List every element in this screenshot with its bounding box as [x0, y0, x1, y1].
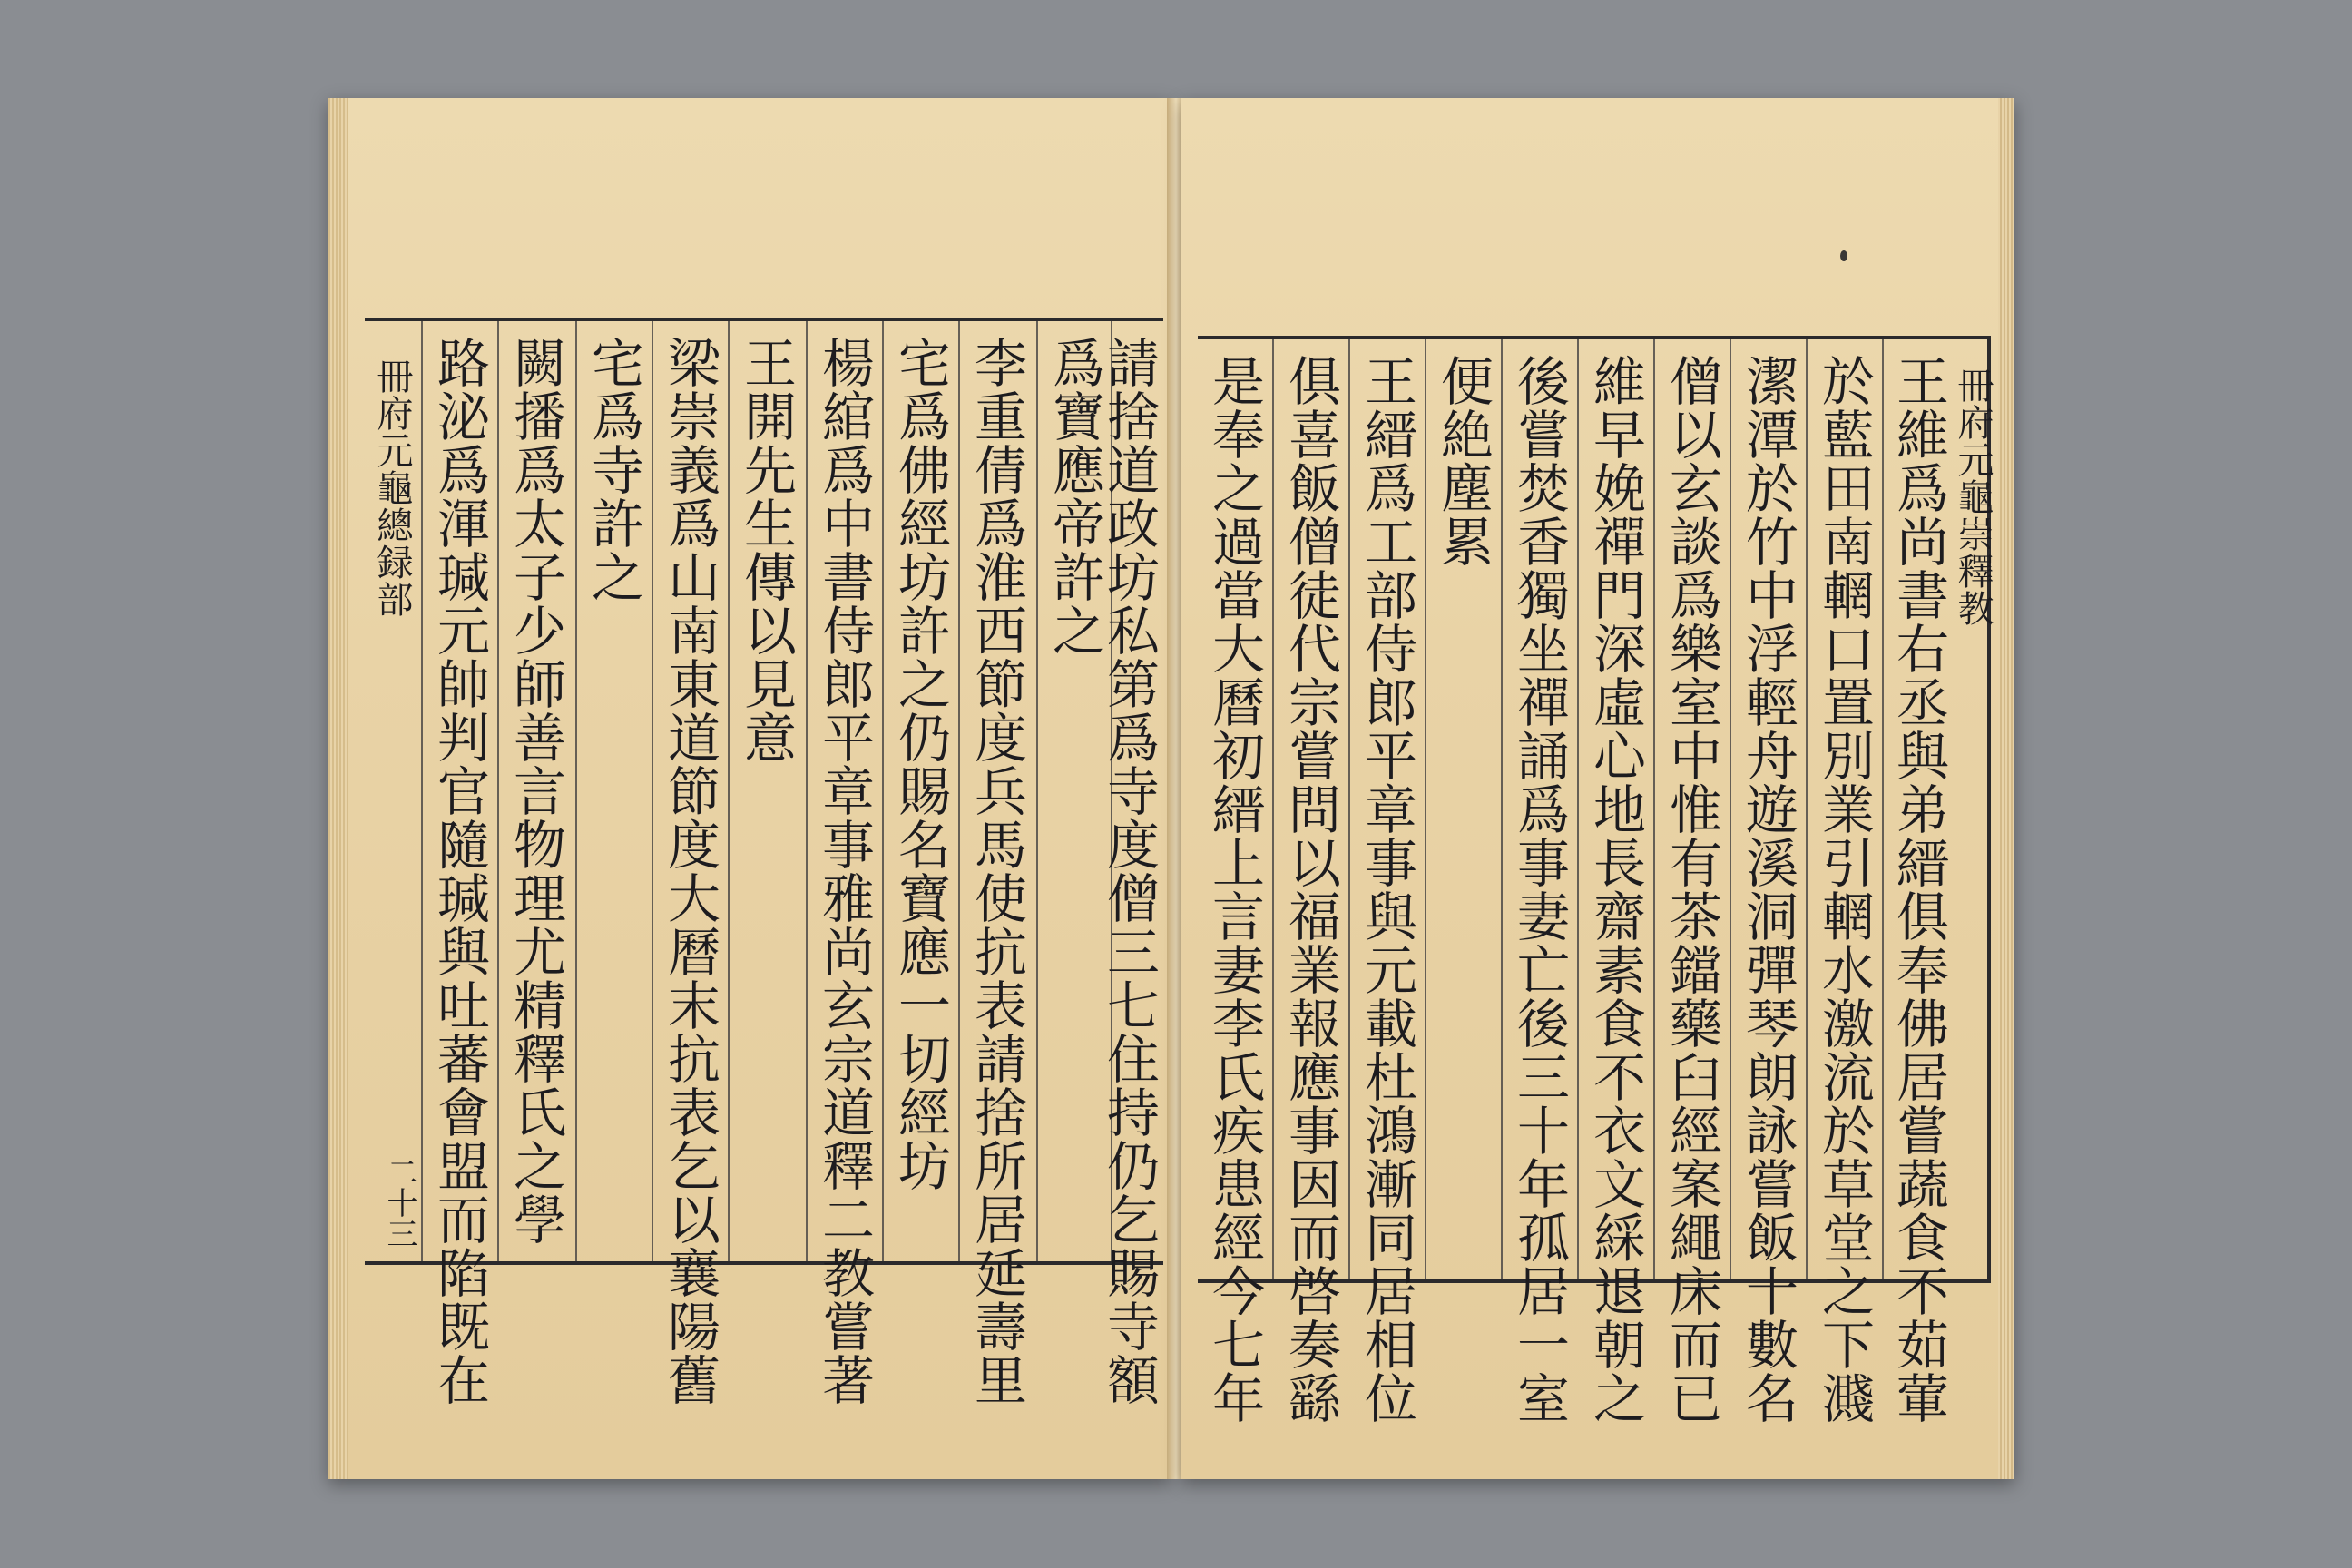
text-column-10: 是奉之過當大曆初縉上言妻李氏疾患經今七年 [1203, 354, 1265, 1425]
column-rule [1806, 339, 1808, 1279]
column-rule [958, 321, 960, 1261]
column-rule [1730, 339, 1731, 1279]
text-column-2: 於藍田南輞口置別業引輞水激流於草堂之下濺 [1813, 354, 1875, 1425]
text-column-3: 潔潭於竹中浮輕舟遊溪洞彈琴朗詠嘗飯十數名 [1737, 354, 1798, 1425]
column-rule [728, 321, 730, 1261]
text-column-8: 王縉爲工部侍郎平章事與元載杜鴻漸同居相位 [1356, 354, 1417, 1425]
column-rule [1882, 339, 1884, 1279]
folio-number: 二十三 [381, 1156, 417, 1249]
text-column-10: 路泌爲渾瑊元帥判官隨瑊與吐蕃會盟而陷既在 [428, 336, 490, 1406]
running-title: 冊府元龜崇釋教 [1952, 367, 1994, 627]
text-column-5: 楊綰爲中書侍郎平章事雅尚玄宗道釋二教嘗著 [813, 336, 875, 1406]
text-column-3: 李重倩爲淮西節度兵馬使抗表請捨所居延壽里 [965, 336, 1027, 1406]
text-column-8: 宅爲寺許之 [583, 336, 644, 603]
text-column-4: 宅爲佛經坊許之仍賜名寶應一切經坊 [889, 336, 951, 1192]
column-rule [421, 321, 423, 1261]
left-page [328, 98, 1171, 1479]
text-column-9: 闕播爲太子少師善言物理尤精釋氏之學 [505, 336, 566, 1246]
column-rule [497, 321, 499, 1261]
column-rule [1036, 321, 1038, 1261]
text-column-6: 王開先生傳以見意 [735, 336, 797, 764]
text-column-5: 維早娩禪門深虛心地長齋素食不衣文綵退朝之 [1584, 354, 1646, 1425]
column-rule [1272, 339, 1274, 1279]
running-title: 冊府元龜總録部 [371, 358, 413, 618]
text-column-7: 梁崇義爲山南東道節度大曆末抗表乞以襄陽舊 [659, 336, 720, 1406]
column-rule [1653, 339, 1655, 1279]
column-rule [1501, 339, 1503, 1279]
column-rule [1577, 339, 1579, 1279]
column-rule [882, 321, 884, 1261]
column-rule [652, 321, 653, 1261]
text-column-1: 王維爲尚書右丞與弟縉俱奉佛居嘗蔬食不茹葷 [1887, 354, 1949, 1425]
text-column-4: 僧以玄談爲樂室中惟有茶鐺藥臼經案繩床而已 [1661, 354, 1722, 1425]
column-rule [575, 321, 577, 1261]
text-column-7: 便絶塵累 [1432, 354, 1494, 568]
left-text-frame [365, 318, 1163, 1406]
text-column-1: 請捨道政坊私第爲寺度僧三七住持仍乞賜寺額 [1098, 336, 1160, 1406]
text-column-9: 俱喜飯僧徒代宗嘗問以福業報應事因而啓奏繇 [1279, 354, 1341, 1425]
right-page [1181, 98, 2014, 1479]
right-text-frame [1198, 336, 1994, 1425]
column-rule [1425, 339, 1426, 1279]
column-rule [1348, 339, 1350, 1279]
text-column-6: 後嘗焚香獨坐禪誦爲事妻亡後三十年孤居一室 [1508, 354, 1570, 1425]
open-book [328, 98, 2014, 1479]
text-column-2: 爲寶應帝許之 [1044, 336, 1105, 657]
ink-spot [1840, 250, 1847, 261]
column-rule [806, 321, 808, 1261]
